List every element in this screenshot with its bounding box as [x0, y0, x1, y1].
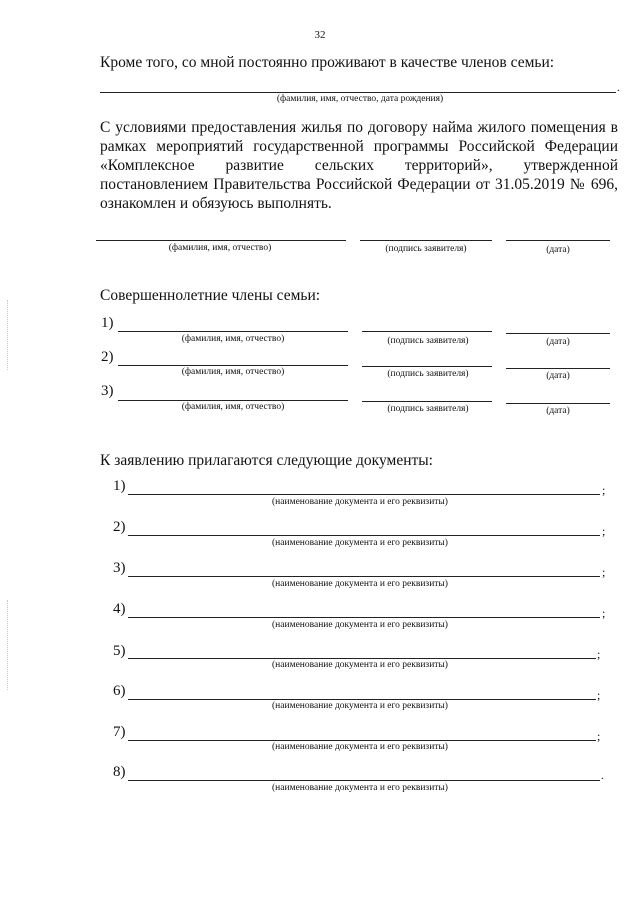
document-item-caption: (наименование документа и его реквизиты) [272, 579, 448, 589]
document-item-caption: (наименование документа и его реквизиты) [272, 783, 448, 793]
document-item-line [128, 576, 600, 577]
adult-member-date-caption: (дата) [546, 406, 570, 416]
adult-members-heading: Совершеннолетние члены семьи: [100, 287, 321, 304]
document-item-number: 6) [113, 683, 126, 699]
adult-member-name-line [118, 331, 348, 332]
left-margin-binding-marks [7, 600, 10, 690]
applicant-signature-line [360, 240, 492, 241]
document-item-line [128, 740, 596, 741]
documents-heading: К заявлению прилагаются следующие документы: [100, 452, 433, 469]
document-item-line [128, 699, 596, 700]
applicant-date-line [506, 240, 610, 241]
adult-member-date-caption: (дата) [546, 371, 570, 381]
document-item-line [128, 535, 600, 536]
document-item-number: 1) [113, 478, 126, 494]
adult-member-signature-caption: (подпись заявителя) [387, 369, 469, 379]
adult-member-date-line [506, 368, 610, 369]
adult-member-date-line [506, 333, 610, 334]
household-members-caption: (фамилия, имя, отчество, дата рождения) [276, 94, 444, 104]
document-item-line [128, 780, 600, 781]
document-item-end-mark: ; [602, 606, 606, 620]
adult-member-name-line [118, 400, 348, 401]
left-margin-binding-marks [7, 300, 10, 370]
adult-member-date-caption: (дата) [546, 337, 570, 347]
document-item-end-mark: ; [597, 647, 601, 661]
document-item-number: 8) [113, 764, 126, 780]
document-item-caption: (наименование документа и его реквизиты) [272, 701, 448, 711]
adult-member-signature-line [362, 401, 492, 402]
document-item-caption: (наименование документа и его реквизиты) [272, 620, 448, 630]
document-item-number: 5) [113, 643, 126, 659]
document-item-line [128, 617, 600, 618]
document-item-caption: (наименование документа и его реквизиты) [272, 497, 448, 507]
household-members-intro: Кроме того, со мной постоянно проживают в качестве членов семьи: [100, 54, 555, 71]
document-item-end-mark: . [601, 768, 604, 782]
household-members-fill-line [100, 92, 616, 93]
adult-member-signature-caption: (подпись заявителя) [387, 404, 469, 414]
document-item-caption: (наименование документа и его реквизиты) [272, 538, 448, 548]
adult-member-signature-caption: (подпись заявителя) [387, 336, 469, 346]
adult-member-number: 1) [101, 315, 114, 331]
document-item-caption: (наименование документа и его реквизиты) [272, 742, 448, 752]
adult-member-name-line [118, 365, 348, 366]
adult-member-name-caption: (фамилия, имя, отчество) [181, 367, 285, 377]
applicant-name-line [96, 240, 346, 241]
adult-member-signature-line [362, 331, 492, 332]
document-item-end-mark: ; [597, 688, 601, 702]
document-item-number: 2) [113, 519, 126, 535]
document-item-number: 7) [113, 724, 126, 740]
document-item-end-mark: ; [602, 524, 606, 538]
adult-member-number: 2) [101, 349, 114, 365]
applicant-date-caption: (дата) [546, 245, 570, 255]
document-item-line [128, 494, 600, 495]
applicant-signature-caption: (подпись заявителя) [385, 244, 467, 254]
document-item-line [128, 658, 596, 659]
document-item-caption: (наименование документа и его реквизиты) [272, 660, 448, 670]
document-item-number: 4) [113, 601, 126, 617]
household-members-end-mark: . [617, 80, 620, 94]
adult-member-name-caption: (фамилия, имя, отчество) [181, 402, 285, 412]
page-number: 32 [314, 29, 326, 41]
applicant-name-caption: (фамилия, имя, отчество) [168, 243, 272, 253]
document-item-number: 3) [113, 560, 126, 576]
adult-member-signature-line [362, 366, 492, 367]
adult-member-number: 3) [101, 383, 114, 399]
document-item-end-mark: ; [602, 565, 606, 579]
adult-member-date-line [506, 403, 610, 404]
conditions-paragraph: С условиями предоставления жилья по договору найма жилого помещения в рамках мероприятий государственной программы Российской Федерации «Комплексное развитие сельских территорий», утвержденной постановлением Правительства Российской Федерации от 31.05.2019 № 696, ознакомлен и обязуюсь выполнять. [100, 119, 618, 212]
document-item-end-mark: ; [597, 729, 601, 743]
adult-member-name-caption: (фамилия, имя, отчество) [181, 334, 285, 344]
document-item-end-mark: ; [602, 483, 606, 497]
